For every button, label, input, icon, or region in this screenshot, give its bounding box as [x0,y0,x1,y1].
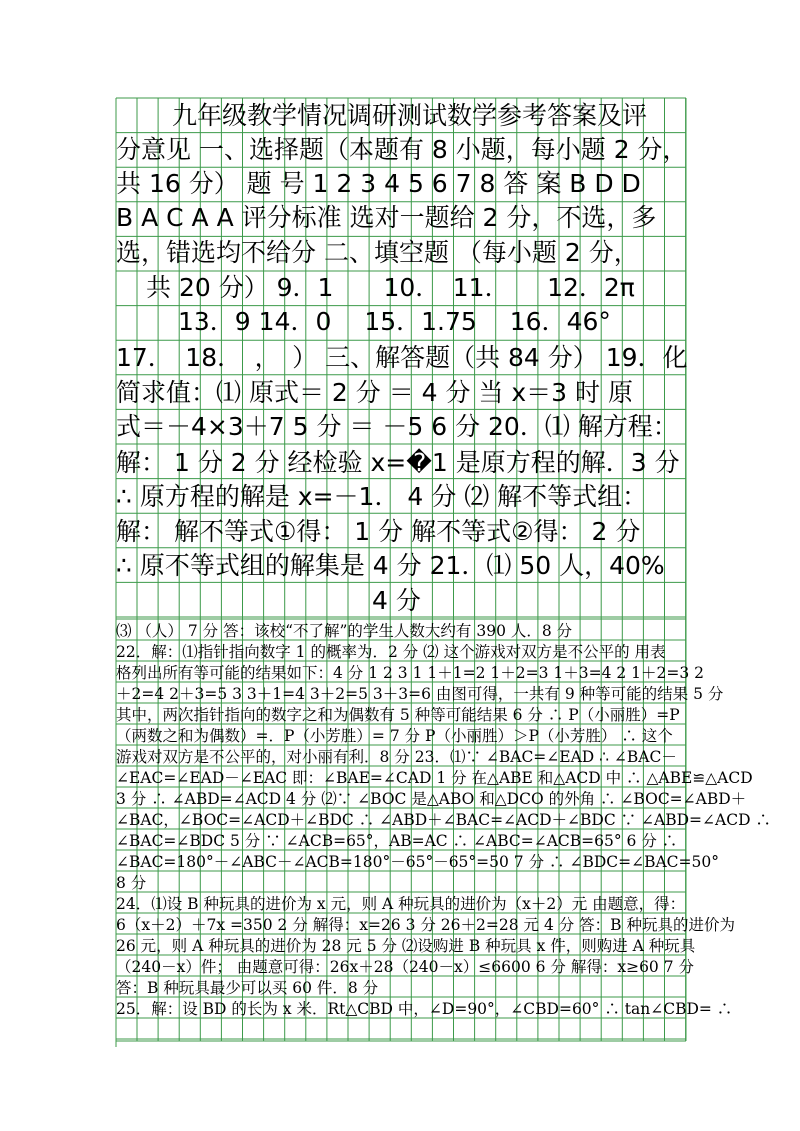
text-line: ＋2=4 2＋3=5 3 3＋1=4 3＋2=5 3＋3=6 由图可得，一共有 9 种等可能的结果 5 分 [116,685,724,703]
text-line: 13．9 14．0 15．1.75 16．46° [178,307,611,336]
text-line: 简求值：⑴ 原式＝ 2 分 ＝ 4 分 当 x＝3 时 原 [116,378,633,407]
text-line: 选，错选均不给分 二、填空题 （每小题 2 分， [116,238,639,267]
text-line: ∠BAC=∠BDC 5 分 ∵ ∠ACB=65°，AB=AC ∴ ∠ABC=∠ACB=65° 6 分 ∴ [116,832,678,850]
text-line: 共 16 分） 题 号 1 2 3 4 5 6 7 8 答 案 B D D [116,169,641,198]
text-line: 24．⑴设 B 种玩具的进价为 x 元，则 A 种玩具的进价为（x＋2）元 由题意，得： [116,895,686,913]
title-line: 九年级教学情况调研测试数学参考答案及评 [172,101,648,130]
text-line: 式＝－4×3＋7 5 分 ＝ －5 6 分 20．⑴ 解方程： [116,412,678,441]
text-line: 游戏对双方是不公平的，对小丽有利．8 分 23．⑴∵ ∠BAC=∠EAD ∴ ∠BAC－ [116,748,677,766]
text-line: 17． 18． ， ） 三、解答题（共 84 分） 19．化 [116,343,688,372]
text-line: 4 分 [372,586,421,615]
text-line: 26 元，则 A 种玩具的进价为 28 元 5 分 ⑵设购进 B 种玩具 x 件，则购进 A 种玩具 [116,937,696,955]
text-line: 解： 解不等式①得： 1 分 解不等式②得： 2 分 [116,517,641,546]
text-line: 8 分 [116,874,147,892]
text-line: 22．解：⑴指针指向数字 1 的概率为．2 分 ⑵ 这个游戏对双方是不公平的 用表 [116,643,666,661]
text-line: 格列出所有等可能的结果如下：4 分 1 2 3 1 1＋1=2 1＋2=3 1＋3=4 2 1＋2=3 2 [116,664,705,682]
text-line: B A C A A 评分标准 选对一题给 2 分，不选，多 [116,203,657,232]
text-line: 答：B 种玩具最少可以买 60 件．8 分 [116,979,379,997]
text-line: （240－x）件； 由题意可得：26x＋28（240－x）≤6600 6 分 解得：x≥60 7 分 [116,958,695,976]
text-line: ∠BAC，∠BOC=∠ACD＋∠BDC ∴ ∠ABD＋∠BAC=∠ACD＋∠BDC ∵ ∠ABD=∠ACD ∴ [116,811,771,829]
text-line: 分意见 一、选择题（本题有 8 小题，每小题 2 分， [116,135,688,164]
text-line: 6（x＋2）＋7x =350 2 分 解得：x=26 3 分 26＋2=28 元 4 分 答：B 种玩具的进价为 [116,916,735,934]
text-line: 解： 1 分 2 分 经检验 x=�1 是原方程的解．3 分 [116,448,680,477]
text-line: 共 20 分） 9．1 10． 11． 12．2π [146,273,635,302]
text-line: ⑶ （人） 7 分 答：该校“不了解”的学生人数大约有 390 人．8 分 [116,622,573,640]
text-line: ∴ 原不等式组的解集是 4 分 21．⑴ 50 人，40% [116,551,665,580]
text-line: ∠BAC=180°－∠ABC－∠ACB=180°－65°－65°=50 7 分 ∴ ∠BDC=∠BAC=50° [116,853,719,871]
text-line: ∴ 原方程的解是 x=－1． 4 分 ⑵ 解不等式组： [116,482,648,511]
text-line: 3 分 ∴ ∠ABD=∠ACD 4 分 ⑵∵ ∠BOC 是△ABO 和△DCO 的外角 ∴ ∠BOC=∠ABD＋ [116,790,747,808]
text-line: 其中，两次指针指向的数字之和为偶数有 5 种等可能结果 6 分 ∴ P（小丽胜）=P [116,706,680,724]
text-line: 25．解：设 BD 的长为 x 米．Rt△CBD 中，∠D=90°，∠CBD=60° ∴ tan∠CBD= ∴ [116,1000,733,1018]
text-line: （两数之和为偶数）=．P（小芳胜）= 7 分 P（小丽胜）＞P（小芳胜） ∴ 这个 [116,727,673,745]
text-line: ∠EAC=∠EAD－∠EAC 即：∠BAE=∠CAD 1 分 在△ABE 和△ACD 中 ∴ △ABE≌△ACD [116,769,753,787]
